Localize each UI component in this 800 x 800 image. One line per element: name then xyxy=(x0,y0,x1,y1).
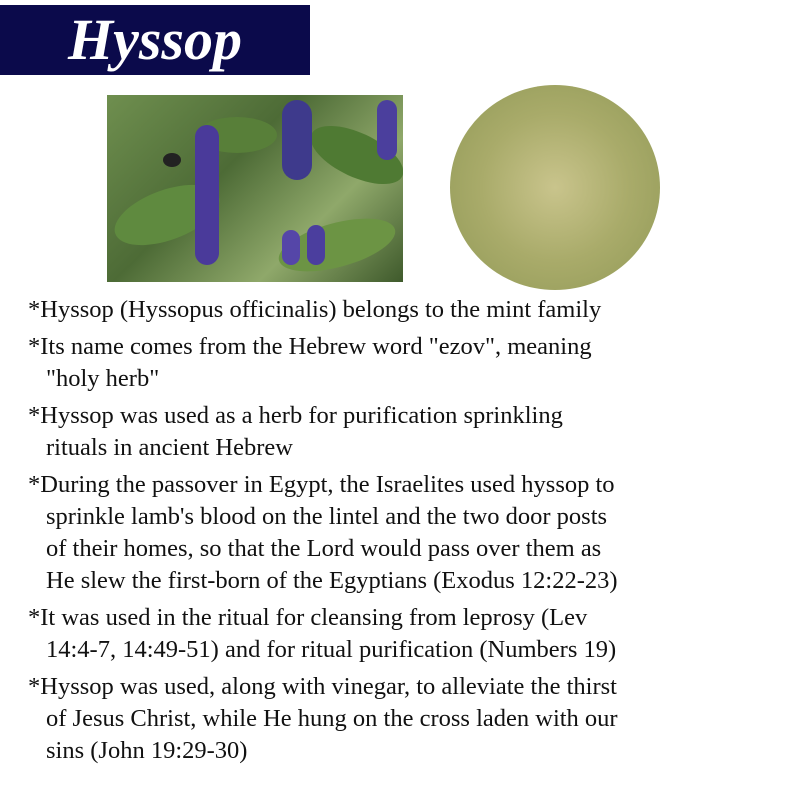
fact-line: He slew the first-born of the Egyptians (Exodus 12:22-23) xyxy=(46,567,618,594)
page-title: Hyssop xyxy=(68,7,242,72)
fact-line: *Hyssop (Hyssopus officinalis) belongs to the mint family xyxy=(28,296,602,323)
fact-line: 14:4-7, 14:49-51) and for ritual purification (Numbers 19) xyxy=(46,636,617,663)
fact-line: *Its name comes from the Hebrew word "ezov", meaning xyxy=(28,333,592,360)
fact-item xyxy=(28,671,788,767)
hyssop-plant-photo xyxy=(107,95,403,282)
fact-item xyxy=(28,602,788,666)
facts-list xyxy=(28,294,788,772)
fact-line: of their homes, so that the Lord would pass over them as xyxy=(46,535,602,562)
fact-line: sprinkle lamb's blood on the lintel and the two door posts xyxy=(46,503,608,530)
fact-item xyxy=(28,400,788,464)
fact-line: *During the passover in Egypt, the Israelites used hyssop to xyxy=(28,471,615,498)
fact-line: of Jesus Christ, while He hung on the cross laden with our xyxy=(46,705,618,732)
fact-line: rituals in ancient Hebrew xyxy=(46,434,293,461)
fact-line: *Hyssop was used, along with vinegar, to alleviate the thirst xyxy=(28,673,617,700)
fact-item xyxy=(28,331,788,395)
dried-hyssop-photo xyxy=(450,85,660,290)
fact-item xyxy=(28,469,788,597)
fact-line: "holy herb" xyxy=(46,365,160,392)
fact-line: *Hyssop was used as a herb for purification sprinkling xyxy=(28,402,563,429)
fact-line: *It was used in the ritual for cleansing from leprosy (Lev xyxy=(28,604,588,631)
plant-illustration xyxy=(107,95,403,282)
fact-line: sins (John 19:29-30) xyxy=(46,737,248,764)
title-banner xyxy=(0,5,310,75)
fact-item xyxy=(28,294,788,326)
